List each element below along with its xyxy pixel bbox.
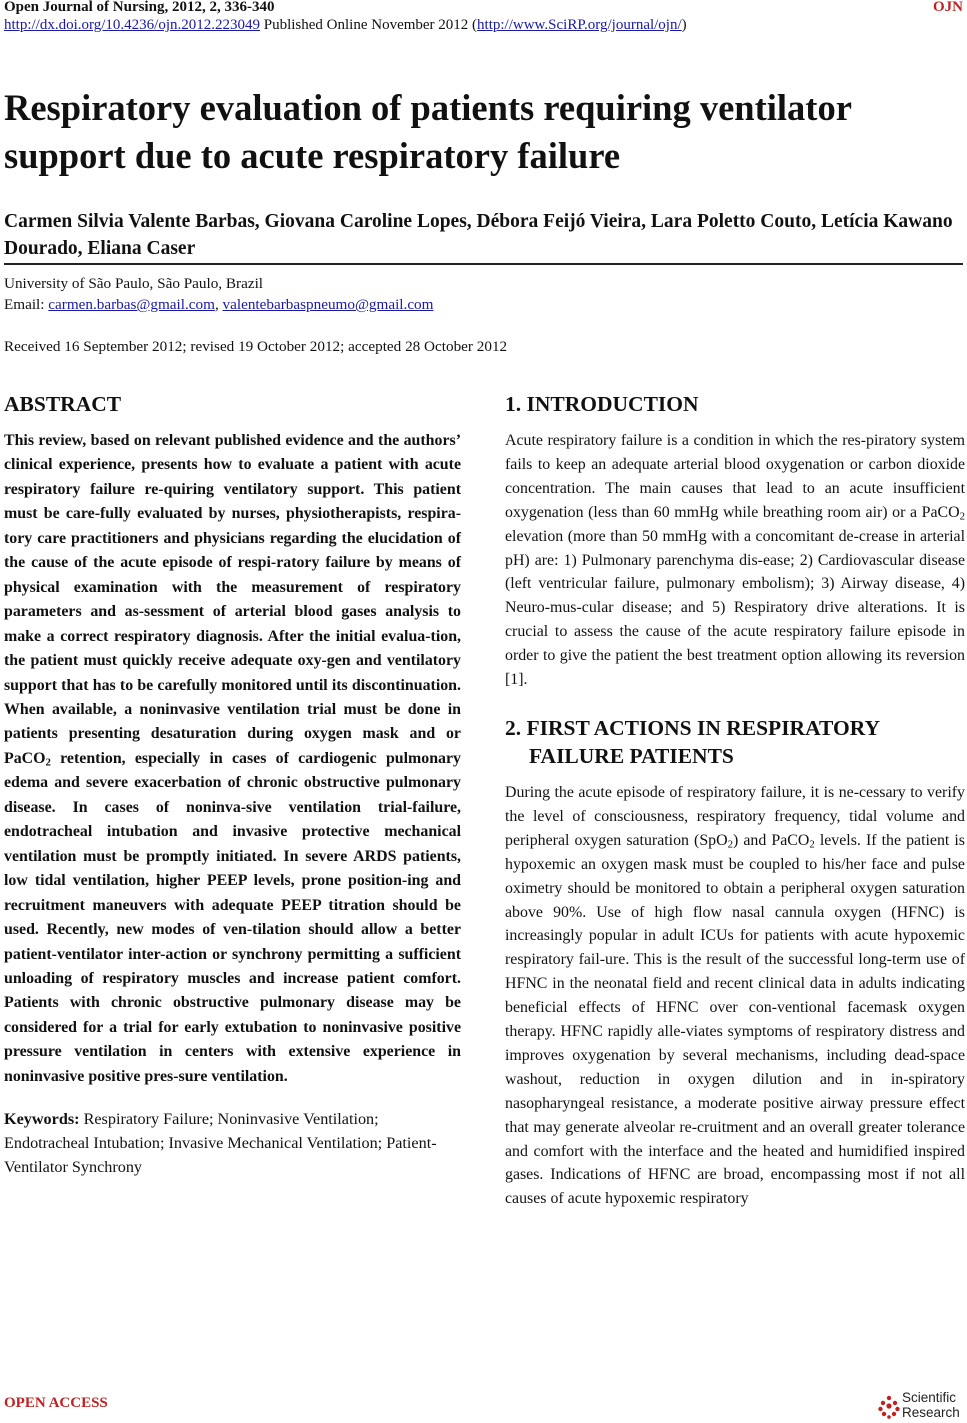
intro-text-part2: elevation (more than 50 mmHg with a concomitant de-crease in arterial pH) are: 1) Pulmonary parenchyma dis-ease; 2) Cardiovascular disease (left ventricular failure, pulmonary embolism); 3) Airway disease, 4) Neuro-mus-cular disease; and 5) Respiratory drive alterations. It is crucial to assess the cause of the acute respiratory failure episode in order to give the patient the best treatment option allowing its reversion [1].: [505, 527, 965, 689]
scientific-research-logo: [878, 1390, 964, 1423]
email-separator: ,: [214, 296, 223, 313]
abstract-text-part1: This review, based on relevant published evidence and the authors’ clinical experience, presents how to evaluate a patient with acute respiratory failure re-quiring ventilatory support. This patient must be care-fully evaluated by nurses, physiotherapists, respira-tory care practitioners and physicians regarding the elucidation of the cause of the acute episode of respi-ratory failure by means of physical examination with the measurement of respiratory parameters and as-sessment of arterial blood gases analysis to make a correct respiratory diagnosis. After the initial evalua-tion, the patient must quickly receive adequate oxy-gen and ventilatory support that has to be carefully monitored until its discontinuation. When available, a noninvasive ventilation trial must be done in patients presenting desaturation during oxygen mask and or PaCO: [4, 432, 461, 767]
header-divider: [4, 263, 963, 265]
logo-line1: Scientific: [902, 1390, 957, 1405]
right-column: [505, 390, 965, 1211]
section2-heading-line1: 2. FIRST ACTIONS IN RESPIRATORY: [505, 715, 880, 740]
abstract-text-part2: retention, especially in cases of cardiogenic pulmonary edema and severe exacerbation of chronic obstructive pulmonary disease. In cases of noninva-sive ventilation trial-failure, endotracheal intubation and invasive protective mechanical ventilation must be promptly initiated. In severe ARDS patients, low tidal ventilation, higher PEEP levels, prone position-ing and recruitment maneuvers with adequate PEEP titration should be used. Recently, new modes of ven-tilation should allow a better patient-ventilator inter-action or synchrony permitting a sufficient unloading of respiratory muscles and increase patient comfort. Patients with chronic obstructive pulmonary disease may be considered for a trial for early extubation to noninvasive positive pressure ventilation in centers with extensive experience in noninvasive positive pres-sure ventilation.: [4, 749, 461, 1085]
section2-heading: [505, 714, 965, 770]
doi-link[interactable]: http://dx.doi.org/10.4236/ojn.2012.223049: [4, 17, 260, 33]
email-label: Email:: [4, 296, 49, 313]
author-list: Carmen Silvia Valente Barbas, Giovana Caroline Lopes, Débora Feijó Vieira, Lara Poletto Couto, Letícia Kawano Dourado, Eliana Caser: [4, 211, 953, 259]
abstract-subscript: 2: [45, 756, 51, 769]
logo-line2: Research: [902, 1405, 960, 1420]
intro-heading: 1. INTRODUCTION: [505, 392, 699, 416]
abstract-text: [4, 429, 461, 1089]
close-paren: ): [681, 17, 687, 33]
intro-subscript: 2: [959, 510, 965, 523]
section2-text: [505, 781, 965, 1211]
section2-subscript-1: 2: [727, 838, 734, 851]
journal-citation: Open Journal of Nursing, 2012, 2, 336-340: [4, 0, 275, 15]
email-line: [4, 294, 433, 315]
published-text: Published Online November 2012 (: [259, 17, 478, 33]
received-dates: Received 16 September 2012; revised 19 October 2012; accepted 28 October 2012: [4, 338, 508, 355]
section2-heading-line2: FAILURE PATIENTS: [529, 743, 734, 768]
journal-abbrev: OJN: [933, 0, 963, 15]
section2-text-part3: levels. If the patient is hypoxemic an oxygen mask must be coupled to his/her face and pulse oximetry should be monitored to obtain a peripheral oxygen saturation above 90%. Use of high flow nasal cannula oxygen (HFNC) is increasingly popular in adult ICUs for patients with acute hypoxemic respiratory fail-ure. This is the result of the successful long-term use of HFNC in the neonatal field and recent clinical data in adults indicating beneficial effects of HFNC over con-ventional facemask oxygen therapy. HFNC rapidly alle-viates symptoms of respiratory distress and improves oxygenation by several mechanisms, including dead-space washout, reduction in oxygen dilution and in in-spiratory nasopharyngeal resistance, a moderate positive airway pressure effect that may generate alveolar re-cruitment and an overall greater tolerance and comfort with the interface and the heated and humidified inspired gases. Indications of HFNC are broad, encompassing most if not all causes of acute hypoxemic respiratory: [505, 831, 965, 1208]
journal-site-link[interactable]: http://www.SciRP.org/journal/ojn/: [477, 17, 682, 33]
logo-mark-icon: [878, 1395, 900, 1419]
section2-text-part2: ) and PaCO: [733, 831, 810, 849]
affiliation: University of São Paulo, São Paulo, Brazil: [4, 275, 264, 292]
section2-subscript-2: 2: [809, 838, 815, 851]
open-access-label: OPEN ACCESS: [4, 1395, 108, 1411]
intro-text-part1: Acute respiratory failure is a condition in which the res-piratory system fails to keep an adequate arterial blood oxygenation or carbon dioxide concentration. The main causes that lead to an acute insufficient oxygenation (less than 60 mmHg while breathing room air) or a PaCO: [505, 432, 965, 521]
keywords-text: Respiratory Failure; Noninvasive Ventilation; Endotracheal Intubation; Invasive Mechanical Ventilation; Patient-Ventilator Synchrony: [4, 1110, 437, 1177]
abstract-heading: ABSTRACT: [4, 392, 122, 416]
email-link-1[interactable]: carmen.barbas@gmail.com: [48, 296, 215, 313]
affiliation-block: [4, 273, 433, 315]
section2-text-part1: During the acute episode of respiratory failure, it is ne-cessary to verify the level of consciousness, respiratory frequency, tidal volume and peripheral oxygen saturation (SpO: [505, 783, 965, 849]
intro-text: [505, 429, 965, 692]
publication-line: [4, 17, 687, 34]
logo-text: [902, 1390, 960, 1420]
keywords-label: Keywords:: [4, 1110, 80, 1129]
email-link-2[interactable]: valentebarbaspneumo@gmail.com: [222, 296, 434, 313]
left-column: [4, 390, 461, 1179]
paper-title: Respiratory evaluation of patients requiring ventilator support due to acute respiratory failure: [4, 87, 852, 176]
keywords: [4, 1107, 461, 1179]
